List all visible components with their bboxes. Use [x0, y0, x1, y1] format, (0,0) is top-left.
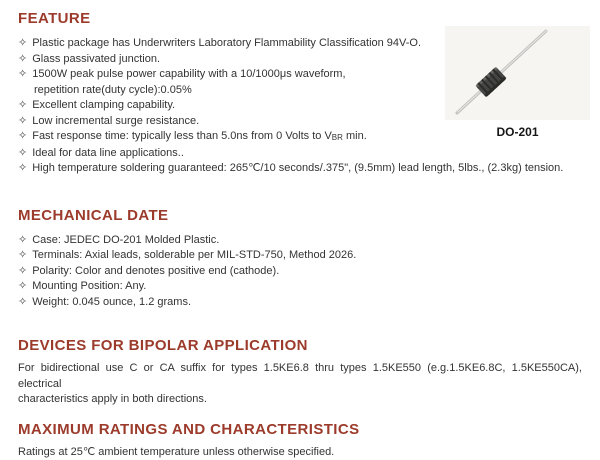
star-bullet-icon: ✧	[18, 52, 27, 68]
bipolar-paragraph-line1: For bidirectional use C or CA suffix for types 1.5KE6.8 thru types 1.5KE550 (e.g.1.5KE6.8C, 1.5KE550CA), electrical	[18, 361, 582, 392]
mechanical-item-text: Case: JEDEC DO-201 Molded Plastic.	[32, 234, 219, 246]
section-ratings	[18, 421, 582, 460]
feature-item-text: Excellent clamping capability.	[32, 99, 175, 111]
package-photo	[445, 26, 590, 120]
star-bullet-icon: ✧	[18, 295, 27, 311]
star-bullet-icon: ✧	[18, 36, 27, 52]
bipolar-paragraph-line2: characteristics apply in both directions.	[18, 392, 582, 408]
ratings-title: MAXIMUM RATINGS AND CHARACTERISTICS	[18, 421, 582, 439]
mechanical-title: MECHANICAL DATE	[18, 207, 582, 225]
mechanical-item-text: Polarity: Color and denotes positive end (cathode).	[32, 265, 279, 277]
bipolar-title: DEVICES FOR BIPOLAR APPLICATION	[18, 337, 582, 355]
star-bullet-icon: ✧	[18, 146, 27, 162]
star-bullet-icon: ✧	[18, 129, 27, 145]
star-bullet-icon: ✧	[18, 114, 27, 130]
star-bullet-icon: ✧	[18, 248, 27, 264]
section-mechanical	[18, 207, 582, 311]
ratings-note: Ratings at 25℃ ambient temperature unless otherwise specified.	[18, 445, 582, 460]
star-bullet-icon: ✧	[18, 233, 27, 249]
feature-item-text: Low incremental surge resistance.	[32, 115, 199, 127]
mechanical-item-text: Terminals: Axial leads, solderable per MIL-STD-750, Method 2026.	[32, 249, 356, 261]
feature-item-text: 1500W peak pulse power capability with a 10/1000μs waveform,	[32, 68, 345, 80]
star-bullet-icon: ✧	[18, 98, 27, 114]
mechanical-item	[18, 295, 582, 311]
mechanical-item	[18, 233, 582, 249]
mechanical-item	[18, 279, 582, 295]
diode-illustration	[445, 26, 590, 120]
package-label: DO-201	[445, 125, 590, 139]
star-bullet-icon: ✧	[18, 264, 27, 280]
star-bullet-icon: ✧	[18, 279, 27, 295]
feature-title: FEATURE	[18, 10, 582, 28]
feature-item-text: Fast response time: typically less than 5.0ns from 0 Volts to V	[32, 130, 332, 142]
feature-item-text: Plastic package has Underwriters Laboratory Flammability Classification 94V-O.	[32, 37, 421, 49]
mechanical-item-text: Mounting Position: Any.	[32, 280, 146, 292]
feature-item-text: repetition rate(duty cycle):0.05%	[34, 84, 192, 96]
mechanical-list	[18, 233, 582, 311]
feature-item-text: Glass passivated junction.	[32, 53, 160, 65]
feature-item	[18, 146, 582, 162]
feature-item-text: High temperature soldering guaranteed: 265℃/10 seconds/.375", (9.5mm) lead length, 5lbs., (2.3kg) tension.	[32, 162, 563, 174]
mechanical-item-text: Weight: 0.045 ounce, 1.2 grams.	[32, 296, 191, 308]
feature-item-text: Ideal for data line applications..	[32, 147, 184, 159]
vbr-subscript: BR	[332, 133, 343, 142]
star-bullet-icon: ✧	[18, 67, 27, 83]
mechanical-item	[18, 264, 582, 280]
bipolar-paragraph	[18, 361, 582, 408]
mechanical-item	[18, 248, 582, 264]
feature-item	[18, 161, 582, 177]
feature-item-text: min.	[343, 130, 367, 142]
section-bipolar	[18, 337, 582, 408]
star-bullet-icon: ✧	[18, 161, 27, 177]
